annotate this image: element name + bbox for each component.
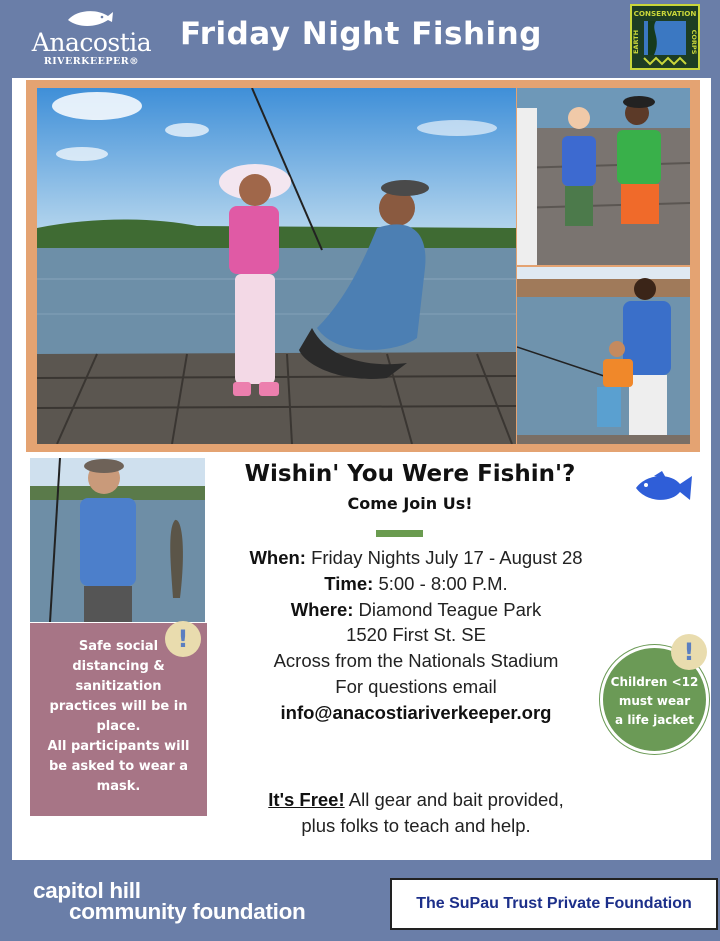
- logo-text-conservation: CONSERVATION: [633, 9, 697, 18]
- free-label: It's Free!: [268, 789, 345, 810]
- safety-line: sanitization: [75, 679, 162, 694]
- safety-line: be asked to wear a: [48, 759, 189, 774]
- earth-conservation-corps-logo: [630, 4, 700, 70]
- safety-line: Safe social: [78, 639, 159, 654]
- where-label: Where:: [290, 598, 354, 620]
- safety-line: practices will be in: [49, 699, 188, 714]
- fish-logo-icon: [66, 8, 114, 30]
- safety-line: place.: [96, 719, 141, 734]
- anacostia-riverkeeper-logo: [24, 6, 159, 68]
- where-line: [200, 597, 632, 623]
- capitol-hill-community-foundation-logo: [33, 880, 363, 922]
- divider: [376, 530, 423, 537]
- photo-boys-life-jackets: [517, 88, 690, 265]
- address-line: 1520 First St. SE: [346, 624, 486, 646]
- time-value: 5:00 - 8:00 P.M.: [373, 572, 508, 594]
- questions-line: For questions email: [335, 675, 497, 697]
- free-notice: [200, 787, 632, 839]
- event-details: [200, 545, 632, 726]
- when-line: [200, 545, 632, 571]
- page-title: Friday Night Fishing: [180, 16, 542, 52]
- badge-line: Children <12: [610, 675, 699, 689]
- when-label: When:: [249, 547, 306, 568]
- where-value: Diamond Teague Park: [353, 598, 542, 620]
- time-label: Time:: [324, 572, 374, 594]
- conservation-logo-icon: [632, 6, 698, 68]
- fish-icon: [632, 470, 694, 506]
- time-line: [200, 571, 632, 597]
- header: [0, 0, 720, 78]
- photo-woman-holding-catfish: [30, 458, 205, 622]
- safety-line: distancing &: [72, 659, 165, 674]
- logo-subtitle: RIVERKEEPER®: [43, 56, 140, 67]
- photo-man-child-fishing: [517, 267, 690, 444]
- chcf-line-1: capitol hill: [33, 878, 141, 903]
- safety-line: All participants will: [47, 739, 190, 754]
- chcf-line-2: community foundation: [69, 899, 306, 924]
- when-value: Friday Nights July 17 - August 28: [305, 547, 583, 568]
- free-text: All gear and bait provided,: [344, 789, 564, 810]
- supau-trust-logo: The SuPau Trust Private Foundation: [390, 878, 718, 930]
- exclamation-icon: !: [165, 621, 201, 657]
- invite-heading: Wishin' You Were Fishin'?: [244, 461, 576, 487]
- safety-line: mask.: [96, 779, 141, 794]
- landmark-line: Across from the Nationals Stadium: [273, 650, 559, 672]
- badge-line: a life jacket: [615, 713, 694, 727]
- badge-line: must wear: [618, 694, 691, 708]
- free-line-1: [200, 787, 632, 813]
- invite-subheading: Come Join Us!: [347, 494, 473, 513]
- logo-text-corps: CORPS: [690, 29, 698, 55]
- free-line-2: plus folks to teach and help.: [301, 814, 531, 836]
- logo-name: Anacostia: [31, 28, 152, 57]
- photo-girl-woman-fishing: [37, 88, 516, 444]
- exclamation-icon: !: [671, 634, 707, 670]
- contact-email[interactable]: info@anacostiariverkeeper.org: [280, 701, 552, 723]
- logo-text-earth: EARTH: [632, 29, 640, 55]
